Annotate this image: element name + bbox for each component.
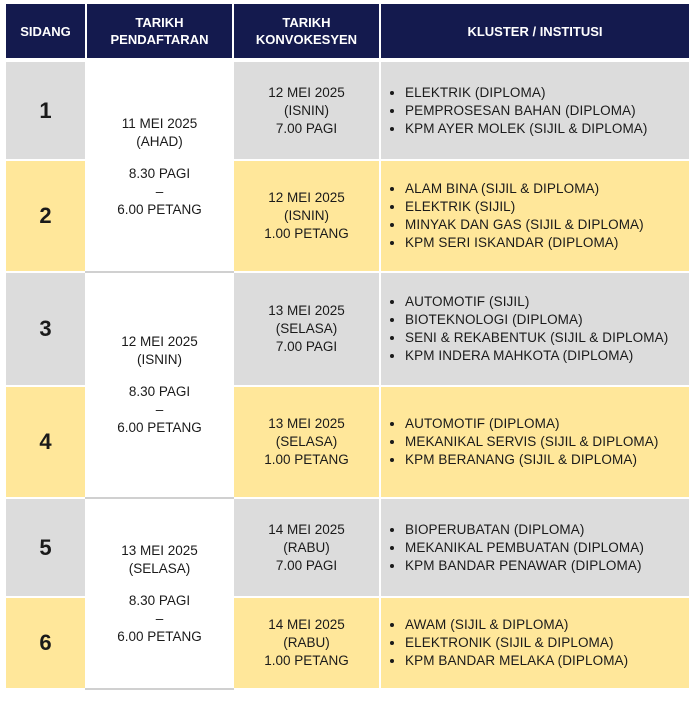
header-kluster-institusi: KLUSTER / INSTITUSI bbox=[380, 4, 689, 58]
session-row-1 bbox=[6, 62, 689, 160]
cluster-item: • ALAM BINA (SIJIL & DIPLOMA) bbox=[405, 180, 689, 198]
session-number: 5 bbox=[6, 498, 86, 597]
convocation-cell: 13 MEI 2025 (SELASA) 7.00 PAGI bbox=[233, 272, 380, 386]
cluster-item: • ELEKTRONIK (SIJIL & DIPLOMA) bbox=[405, 634, 689, 652]
cluster-item: • ELEKTRIK (SIJIL) bbox=[405, 198, 689, 216]
cluster-item: • AUTOMOTIF (SIJIL) bbox=[405, 293, 689, 311]
registration-cell-2: 12 MEI 2025 (ISNIN) 8.30 PAGI – 6.00 PETANG bbox=[86, 272, 233, 498]
convocation-cell: 12 MEI 2025 (ISNIN) 1.00 PETANG bbox=[233, 160, 380, 272]
session-number: 6 bbox=[6, 597, 86, 689]
cluster-list bbox=[380, 498, 689, 597]
convocation-cell: 12 MEI 2025 (ISNIN) 7.00 PAGI bbox=[233, 62, 380, 160]
session-number: 1 bbox=[6, 62, 86, 160]
cluster-item: • KPM BANDAR PENAWAR (DIPLOMA) bbox=[405, 557, 689, 575]
cluster-item: • BIOTEKNOLOGI (DIPLOMA) bbox=[405, 311, 689, 329]
cluster-list bbox=[380, 62, 689, 160]
header-tarikh-konvokesyen: TARIKH KONVOKESYEN bbox=[233, 4, 380, 58]
cluster-item: • ELEKTRIK (DIPLOMA) bbox=[405, 84, 689, 102]
cluster-item: • PEMPROSESAN BAHAN (DIPLOMA) bbox=[405, 102, 689, 120]
cluster-item: • BIOPERUBATAN (DIPLOMA) bbox=[405, 521, 689, 539]
cluster-item: • KPM AYER MOLEK (SIJIL & DIPLOMA) bbox=[405, 120, 689, 138]
session-number: 2 bbox=[6, 160, 86, 272]
cluster-item: • KPM INDERA MAHKOTA (DIPLOMA) bbox=[405, 347, 689, 365]
cluster-item: • SENI & REKABENTUK (SIJIL & DIPLOMA) bbox=[405, 329, 689, 347]
cluster-item: • KPM BANDAR MELAKA (DIPLOMA) bbox=[405, 652, 689, 670]
schedule-table bbox=[6, 4, 689, 690]
cluster-item: • KPM SERI ISKANDAR (DIPLOMA) bbox=[405, 234, 689, 252]
convocation-cell: 14 MEI 2025 (RABU) 7.00 PAGI bbox=[233, 498, 380, 597]
cluster-item: • KPM BERANANG (SIJIL & DIPLOMA) bbox=[405, 451, 689, 469]
cluster-list bbox=[380, 386, 689, 498]
cluster-list bbox=[380, 597, 689, 689]
cluster-item: • AUTOMOTIF (DIPLOMA) bbox=[405, 415, 689, 433]
header-tarikh-pendaftaran: TARIKH PENDAFTARAN bbox=[86, 4, 233, 58]
session-row-5 bbox=[6, 498, 689, 597]
convocation-cell: 14 MEI 2025 (RABU) 1.00 PETANG bbox=[233, 597, 380, 689]
cluster-list bbox=[380, 160, 689, 272]
session-number: 4 bbox=[6, 386, 86, 498]
cluster-list bbox=[380, 272, 689, 386]
session-number: 3 bbox=[6, 272, 86, 386]
cluster-item: • MINYAK DAN GAS (SIJIL & DIPLOMA) bbox=[405, 216, 689, 234]
cluster-item: • AWAM (SIJIL & DIPLOMA) bbox=[405, 616, 689, 634]
header-row bbox=[6, 4, 689, 58]
convocation-cell: 13 MEI 2025 (SELASA) 1.00 PETANG bbox=[233, 386, 380, 498]
session-row-3 bbox=[6, 272, 689, 386]
cluster-item: • MEKANIKAL PEMBUATAN (DIPLOMA) bbox=[405, 539, 689, 557]
registration-cell-3: 13 MEI 2025 (SELASA) 8.30 PAGI – 6.00 PETANG bbox=[86, 498, 233, 689]
registration-cell-1: 11 MEI 2025 (AHAD) 8.30 PAGI – 6.00 PETANG bbox=[86, 62, 233, 272]
cluster-item: • MEKANIKAL SERVIS (SIJIL & DIPLOMA) bbox=[405, 433, 689, 451]
header-sidang: SIDANG bbox=[6, 4, 86, 58]
